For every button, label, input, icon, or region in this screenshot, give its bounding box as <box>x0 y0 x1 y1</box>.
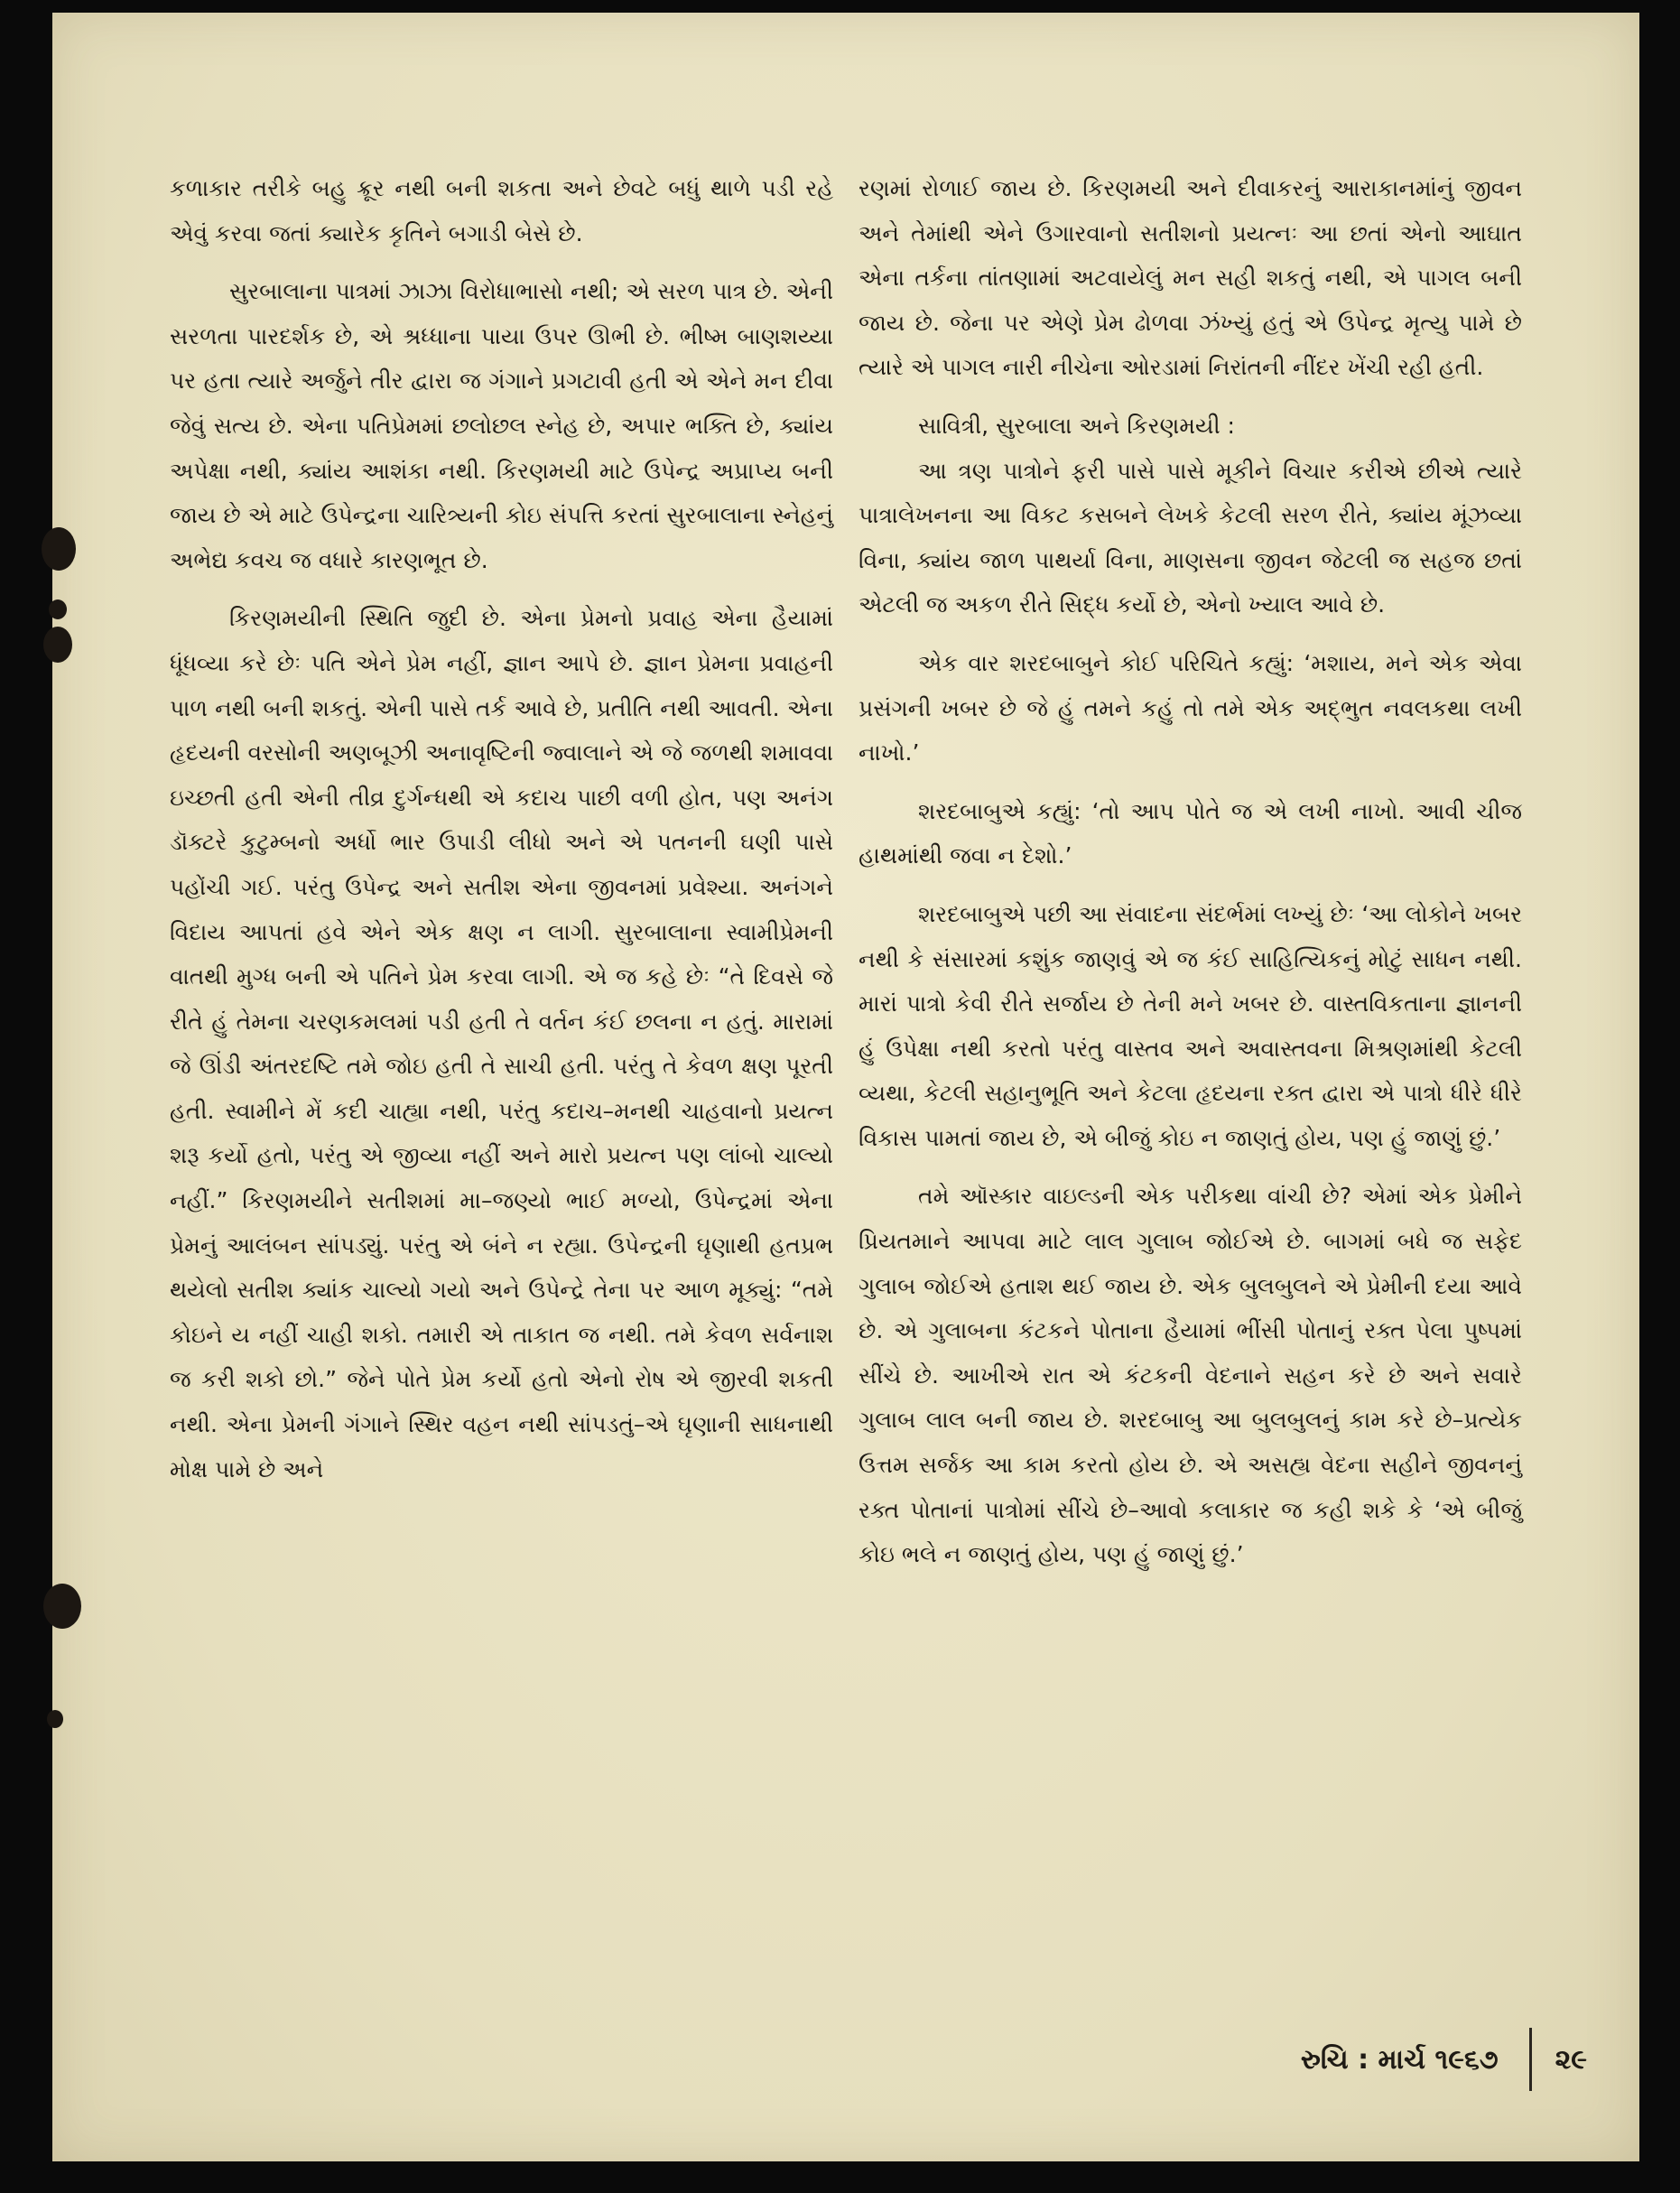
section-heading: સાવિત્રી, સુરબાલા અને કિરણમયી : <box>918 412 1235 439</box>
page-number: ૨૯ <box>1555 2043 1587 2076</box>
paragraph: તમે ઑસ્કાર વાઇલ્ડની એક પરીકથા વાંચી છે? એમાં એક પ્રેમીને પ્રિયતમાને આપવા માટે લાલ ગુલાબ જોઈએ છે. બાગમાં બધે જ સફેદ ગુલાબ જોઈએ હતાશ થઈ જાય છે. એક બુલબુલને એ પ્રેમીની દયા આવે છે. એ ગુલાબના કંટકને પોતાના હૈયામાં ભીંસી પોતાનું રક્ત પેલા પુષ્પમાં સીંચે છે. આખીએ રાત એ કંટકની વેદનાને સહન કરે છે અને સવારે ગુલાબ લાલ બની જાય છે. શરદબાબુ આ બુલબુલનું કામ કરે છે–પ્રત્યેક ઉત્તમ સર્જક આ કામ કરતો હોય છે. એ અસહ્ય વેદના સહીને જીવનનું રક્ત પોતાનાં પાત્રોમાં સીંચે છે–આવો કલાકાર જ કહી શકે કે ‘એ બીજું કોઇ ભલે ન જાણતું હોય, પણ હું જાણું છું.’ <box>859 1183 1522 1568</box>
paragraph: શરદબાબુએ કહ્યું: ‘તો આપ પોતે જ એ લખી નાખો. આવી ચીજ હાથમાંથી જવા ન દેશો.’ <box>859 797 1522 869</box>
ink-blot <box>49 599 67 619</box>
ink-blot <box>42 527 76 571</box>
paragraph: સુરબાલાના પાત્રમાં ઝાઝા વિરોધાભાસો નથી; એ સરળ પાત્ર છે. એની સરળતા પારદર્શક છે, એ શ્રધ્ધાના પાયા ઉપર ઊભી છે. ભીષ્મ બાણશય્યા પર હતા ત્યારે અર્જુને તીર દ્વારા જ ગંગાને પ્રગટાવી હતી એ એને મન દીવા જેવું સત્ય છે. એના પતિપ્રેમમાં છલોછલ સ્નેહ છે, અપાર ભક્તિ છે, ક્યાંય અપેક્ષા નથી, ક્યાંય આશંકા નથી. કિરણમયી માટે ઉપેન્દ્ર અપ્રાપ્ય બની જાય છે એ માટે ઉપેન્દ્રના ચારિત્ર્યની કોઇ સંપત્તિ કરતાં સુરબાલાના સ્નેહનું અભેદ્ય કવચ જ વધારે કારણભૂત છે. <box>170 278 833 573</box>
ink-blot <box>43 1584 81 1629</box>
ink-blot <box>47 1710 63 1728</box>
paragraph: શરદબાબુએ પછી આ સંવાદના સંદર્ભમાં લખ્યું છેઃ ‘આ લોકોને ખબર નથી કે સંસારમાં કશુંક જાણવું એ જ કંઈ સાહિત્યિકનું મોટું સાધન નથી. મારાં પાત્રો કેવી રીતે સર્જાય છે તેની મને ખબર છે. વાસ્તવિકતાના જ્ઞાનની હું ઉપેક્ષા નથી કરતો પરંતુ વાસ્તવ અને અવાસ્તવના મિશ્રણમાંથી કેટલી વ્યથા, કેટલી સહાનુભૂતિ અને કેટલા હૃદયના રક્ત દ્વારા એ પાત્રો ધીરે ધીરે વિકાસ પામતાં જાય છે, એ બીજું કોઇ ન જાણતું હોય, પણ હું જાણું છું.’ <box>859 900 1522 1151</box>
paragraph: કળાકાર તરીકે બહુ ક્રૂર નથી બની શકતા અને છેવટે બધું થાળે પડી રહે એવું કરવા જતાં ક્યારેક કૃતિને બગાડી બેસે છે. <box>170 175 833 246</box>
journal-issue: રુચિ : માર્ચ ૧૯૬૭ <box>1300 2043 1499 2076</box>
ink-blot <box>43 627 72 663</box>
paragraph: એક વાર શરદબાબુને કોઈ પરિચિતે કહ્યું: ‘મશાય, મને એક એવા પ્રસંગની ખબર છે જે હું તમને કહું તો તમે એક અદ્ભુત નવલકથા લખી નાખો.’ <box>859 649 1522 767</box>
page-footer <box>1136 2028 1587 2091</box>
footer-divider <box>1529 2028 1532 2091</box>
paragraph: કિરણમયીની સ્થિતિ જુદી છે. એના પ્રેમનો પ્રવાહ એના હૈયામાં ધૂંધવ્યા કરે છેઃ પતિ એને પ્રેમ નહીં, જ્ઞાન આપે છે. જ્ઞાન પ્રેમના પ્રવાહની પાળ નથી બની શકતું. એની પાસે તર્ક આવે છે, પ્રતીતિ નથી આવતી. એના હૃદયની વરસોની અણબૂઝી અનાવૃષ્ટિની જ્વાલાને એ જે જળથી શમાવવા ઇચ્છતી હતી એની તીવ્ર દુર્ગન્ધથી એ કદાચ પાછી વળી હોત, પણ અનંગ ડૉક્ટરે કુટુમ્બનો અર્ધો ભાર ઉપાડી લીધો અને એ પતનની ઘણી પાસે પહોંચી ગઈ. પરંતુ ઉપેન્દ્ર અને સતીશ એના જીવનમાં પ્રવેશ્યા. અનંગને વિદાય આપતાં હવે એને એક ક્ષણ ન લાગી. સુરબાલાના સ્વામીપ્રેમની વાતથી મુગ્ધ બની એ પતિને પ્રેમ કરવા લાગી. એ જ કહે છેઃ “તે દિવસે જે રીતે હું તેમના ચરણકમલમાં પડી હતી તે વર્તન કંઈ છલના ન હતું. મારામાં જે ઊંડી અંતરદષ્ટિ તમે જોઇ હતી તે સાચી હતી. પરંતુ તે કેવળ ક્ષણ પૂરતી હતી. સ્વામીને મેં કદી ચાહ્યા નથી, પરંતુ કદાચ–મનથી ચાહવાનો પ્રયત્ન શરૂ કર્યો હતો, પરંતુ એ જીવ્યા નહીં અને મારો પ્રયત્ન પણ લાંબો ચાલ્યો નહીં.” કિરણમયીને સતીશમાં મા–જણ્યો ભાઈ મળ્યો, ઉપેન્દ્રમાં એના પ્રેમનું આલંબન સાંપડ્યું. પરંતુ એ બંને ન રહ્યા. ઉપેન્દ્રની ઘૃણાથી હતપ્રભ થયેલો સતીશ ક્યાંક ચાલ્યો ગયો અને ઉપેન્દ્રે તેના પર આળ મૂક્યું: “તમે કોઇને ય નહીં ચાહી શકો. તમારી એ તાકાત જ નથી. તમે કેવળ સર્વનાશ જ કરી શકો છો.” જેને પોતે પ્રેમ કર્યો હતો એનો રોષ એ જીરવી શકતી નથી. એના પ્રેમની ગંગાને સ્થિર વહન નથી સાંપડતું–એ ઘૃણાની સાધનાથી મોક્ષ પામે છે અને <box>170 605 833 1482</box>
paragraph: રણમાં રોળાઈ જાય છે. કિરણમયી અને દીવાકરનું આરાકાનમાંનું જીવન અને તેમાંથી એને ઉગારવાનો સતીશનો પ્રયત્નઃ આ છતાં એનો આઘાત એના તર્કના તાંતણામાં અટવાયેલું મન સહી શકતું નથી, એ પાગલ બની જાય છે. જેના પર એણે પ્રેમ ઢોળવા ઝંખ્યું હતું એ ઉપેન્દ્ર મૃત્યુ પામે છે ત્યારે એ પાગલ નારી નીચેના ઓરડામાં નિરાંતની નીંદર ખેંચી રહી હતી. <box>859 175 1522 381</box>
paragraph: આ ત્રણ પાત્રોને ફરી પાસે પાસે મૂકીને વિચાર કરીએ છીએ ત્યારે પાત્રાલેખનના આ વિકટ કસબને લેખકે કેટલી સરળ રીતે, ક્યાંય મૂંઝવ્યા વિના, ક્યાંય જાળ પાથર્યા વિના, માણસના જીવન જેટલી જ સહજ છતાં એટલી જ અકળ રીતે સિદ્ધ કર્યો છે, એનો ખ્યાલ આવે છે. <box>859 457 1522 618</box>
magazine-page <box>52 13 1639 2161</box>
left-text-column <box>170 166 833 1505</box>
right-text-column <box>859 166 1522 1591</box>
